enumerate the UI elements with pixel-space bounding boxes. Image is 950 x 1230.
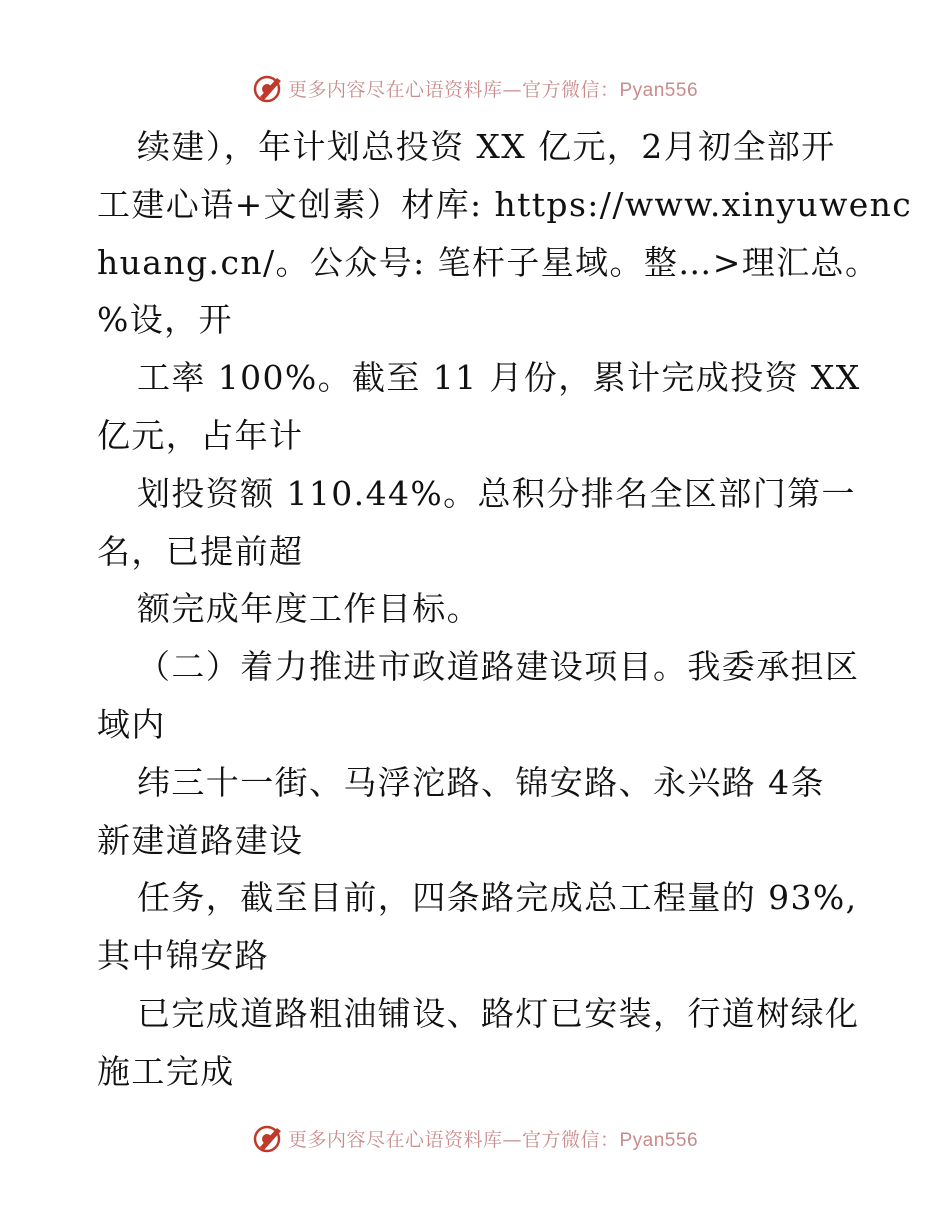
header-banner-text: 更多内容尽在心语资料库—官方微信：Pyan556	[287, 78, 699, 101]
pen-logo-icon	[252, 72, 284, 104]
footer-banner-text: 更多内容尽在心语资料库—官方微信：Pyan556	[287, 1128, 699, 1151]
body-line-14: 任务，截至目前，四条路完成总工程量的 93%,	[137, 878, 858, 918]
footer-wechat-id: Pyan556	[619, 1129, 699, 1151]
body-line-7: 划投资额 110.44%。总积分排名全区部门第一	[137, 473, 856, 513]
header-wechat-id: Pyan556	[619, 79, 699, 101]
document-body	[97, 118, 913, 1101]
body-line-15: 其中锦安路	[97, 936, 269, 976]
body-line-8: 名，已提前超	[97, 531, 304, 571]
pen-logo-icon	[252, 1122, 284, 1154]
body-line-10: （二）着力推进市政道路建设项目。我委承担区	[137, 647, 860, 687]
footer-banner	[0, 1122, 950, 1154]
body-line-4: %设，开	[97, 300, 233, 340]
body-line-5: 工率 100%。截至 11 月份，累计完成投资 XX	[137, 358, 861, 398]
body-line-2: 工建心语+文创素）材库: https://www.xinyuwenc	[97, 184, 913, 224]
body-line-9: 额完成年度工作目标。	[137, 589, 481, 629]
body-line-3: huang.cn/。公众号: 笔杆子星域。整…>理汇总。	[97, 242, 880, 282]
body-line-12: 纬三十一街、马浮沱路、锦安路、永兴路 4条	[137, 762, 825, 802]
body-line-6: 亿元，占年计	[97, 415, 304, 455]
body-line-13: 新建道路建设	[97, 820, 304, 860]
body-line-11: 域内	[97, 704, 166, 744]
body-line-1: 续建），年计划总投资 XX 亿元，2月初全部开	[137, 127, 836, 166]
body-line-17: 施工完成	[97, 1051, 235, 1091]
header-banner	[0, 72, 950, 104]
body-line-16: 已完成道路粗油铺设、路灯已安装，行道树绿化	[137, 993, 860, 1033]
